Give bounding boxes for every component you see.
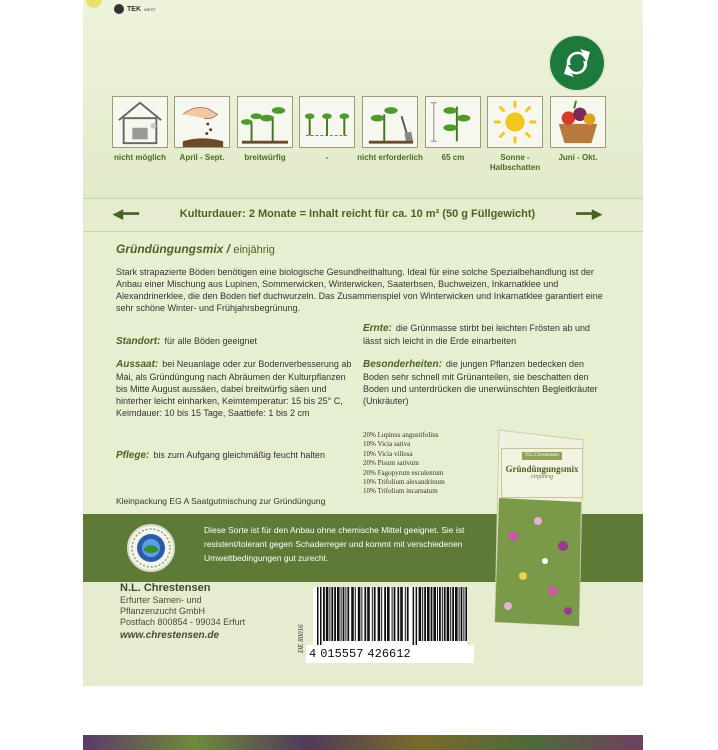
barcode-bar [465, 587, 467, 641]
barcode-bar [381, 587, 382, 641]
icon-label-sowing-method: breitwürfig [244, 153, 286, 162]
company-postbox: Postfach 800854 - 99034 Erfurt [120, 617, 246, 627]
tek-logo-icon [114, 4, 124, 14]
aussaat-label: Aussaat: [116, 359, 159, 370]
seedling-spacing-icon [299, 96, 355, 148]
barcode-bar [326, 587, 329, 641]
barcode-bar [387, 587, 390, 641]
barcode-bar [355, 587, 356, 641]
barcode-bar [394, 587, 396, 641]
besonderheiten-section [363, 358, 608, 407]
barcode-bar [419, 587, 422, 641]
tek-logo [114, 4, 156, 14]
mix-item: 20% Pisum sativum [363, 459, 420, 468]
icon-label-spacing: - [325, 153, 329, 162]
barcode-bar [447, 587, 450, 641]
barcode-bar [442, 587, 443, 641]
barcode-bar [407, 587, 409, 641]
barcode-bar [422, 587, 423, 641]
recycling-icon [549, 35, 605, 91]
barcode-bar [317, 587, 319, 647]
company-website[interactable]: www.chrestensen.de [120, 630, 220, 641]
barcode-bar [351, 587, 354, 641]
barcode-bar [358, 587, 361, 641]
barcode-bar [424, 587, 426, 641]
barcode-bar [437, 587, 438, 641]
house-sowing-icon [112, 96, 168, 148]
duration-info [113, 203, 602, 225]
plant-height-icon [425, 96, 481, 148]
mix-item: 20% Lupinus angustifolius [363, 431, 439, 439]
ernte-section [363, 322, 603, 347]
icon-label-sowing-indoor: nicht möglich [114, 153, 166, 162]
besonderheiten-text: die jungen Pflanzen bedecken den Boden sehr schnell mit Grünanteilen, sie beschatten den Boden und unterdrücken die unerwünschten Begleitkräuter (Unkräuter) [363, 359, 598, 406]
packet-subtitle: einjährig [531, 474, 553, 480]
tek-logo-sub: WEST [144, 6, 156, 12]
pflege-section [116, 449, 356, 462]
icon-label-transplant: nicht erforderlich [357, 153, 423, 162]
barcode-bar [405, 587, 406, 641]
standort-text: für alle Böden geeignet [164, 336, 258, 346]
seed-mix-list [363, 431, 445, 497]
barcode-bar [392, 587, 393, 641]
barcode-bar [364, 587, 366, 641]
arrow-right-icon: ━━▶ [576, 206, 602, 221]
packet-name: Gründüngungsmix [505, 464, 579, 474]
barcode-bar [367, 587, 370, 641]
standort-label: Standort: [116, 336, 161, 347]
article-number: DE 80016 [297, 624, 305, 653]
barcode-bar [384, 587, 386, 641]
barcode-bar [450, 587, 451, 641]
duration-text: Kulturdauer: 2 Monate = Inhalt reicht für ca. 10 m² (50 g Füllgewicht) [179, 208, 536, 220]
barcode-group-right: 426612 [367, 647, 411, 661]
barcode-bar [341, 587, 342, 641]
packet-label [501, 448, 583, 498]
barcode-bar [400, 587, 403, 641]
barcode-bar [329, 587, 330, 641]
sun-icon [487, 96, 543, 148]
barcode-bar [320, 587, 322, 647]
pflege-text: bis zum Aufgang gleichmäßig feucht halten [153, 450, 325, 460]
barcode-bar [323, 587, 325, 641]
company-line1: Erfurter Samen- und [120, 595, 202, 605]
shovel-transplant-icon [362, 96, 418, 148]
small-package-note: Kleinpackung EG A Saatgutmischung zur Gründüngung [116, 496, 326, 506]
barcode-bar [361, 587, 362, 641]
barcode-bar [455, 587, 458, 641]
barcode-bar [452, 587, 454, 641]
arrow-left-icon: ◀━━ [113, 206, 139, 221]
barcode-number [306, 645, 474, 663]
barcode-bar [374, 587, 376, 641]
barcode-bar [463, 587, 464, 641]
hand-sowing-icon [174, 96, 230, 148]
tek-logo-text: TEK [127, 5, 141, 13]
packet-brand: N.L.Chrestensen [522, 452, 562, 460]
standort-section [116, 335, 348, 348]
broadcast-seedlings-icon [237, 96, 293, 148]
barcode-bar [378, 587, 381, 641]
barcode-bar [331, 587, 333, 641]
mix-item: 10% Vicia sativa [363, 440, 411, 449]
icon-label-sowing-period: April - Sept. [179, 153, 225, 162]
harvest-basket-icon [550, 96, 606, 148]
barcode-bar [416, 587, 418, 647]
barcode-bar [337, 587, 340, 641]
ernte-text: die Grünmasse stirbt bei leichten Frösten ab und lässt sich leicht in die Erde einarbeiten [363, 323, 591, 346]
product-name: Gründüngungsmix [116, 242, 224, 256]
barcode-bar [347, 587, 349, 641]
barcode-bar [444, 587, 446, 641]
barcode-bar [413, 587, 415, 647]
product-subtitle: einjährig [233, 244, 275, 256]
barcode-bar [343, 587, 345, 641]
flower-photo-strip [83, 735, 643, 750]
product-title: Gründüngungsmix / einjährig [116, 242, 275, 256]
barcode-bar [431, 587, 433, 641]
mix-item: 10% Trifolium alexandrinum [363, 478, 445, 487]
icon-label-location: Sonne - Halbschatten [489, 153, 541, 172]
pflege-label: Pflege: [116, 450, 150, 461]
barcode-bar [433, 587, 436, 641]
company-address [120, 582, 245, 641]
company-line2: Pflanzenzucht GmbH [120, 606, 206, 616]
barcode-bar [334, 587, 336, 641]
aussaat-section [116, 358, 356, 419]
barcode-bar [427, 587, 430, 641]
organic-seal-icon [127, 524, 175, 572]
mix-item: 10% Trifolium incarnatum [363, 487, 438, 496]
aussaat-text: bei Neuanlage oder zur Bodenverbesserung ab Mai, als Gründüngung nach Abräumen der Kulturpflanzen bis Mitte August aussäen, dabei breitwürfig säen und hinterher leicht einharken, Keimtemperatur: 15 bis 25° C, Keimdauer: 10 bis 15 Tage, Saattiefe: 1 bis 2 cm [116, 359, 352, 418]
barcode-bar [439, 587, 441, 641]
ernte-label: Ernte: [363, 323, 392, 334]
barcode-bar [397, 587, 399, 641]
besonderheiten-label: Besonderheiten: [363, 359, 442, 370]
barcode-bar [345, 587, 346, 641]
product-intro: Stark strapazierte Böden benötigen eine biologische Gesundheithaltung. Ideal für eine solche Spezialbehandlung ist der Anbau einer Mischung aus Lupinen, Sommerwicken, Winterwicken, Saaterbsen, Buchweizen, Inkarnatklee und Alexandrinerklee, die den Boden tief duchwurzeln. Das Zusammenspiel von Winterwicken und Inkarnatklee garantiert eine sehr schöne Winter- und Frühjahrsbegrünung. [116, 267, 603, 313]
barcode-bar [459, 587, 460, 641]
organic-note: Diese Sorte ist für den Anbau ohne chemische Mittel geeignet. Sie ist resistent/tolerant gegen Schaderreger und kommt mit verschiedenen Umweltbedingungen gut zurecht. [204, 525, 465, 563]
icon-label-harvest: Juni - Okt. [558, 153, 598, 162]
barcode-bar [461, 587, 463, 641]
company-name: N.L. Chrestensen [120, 582, 211, 594]
packet-photo [493, 426, 587, 637]
icon-label-height: 65 cm [441, 153, 465, 162]
mix-item: 20% Fagopyrum esculentum [363, 468, 444, 477]
barcode-bars [313, 587, 467, 647]
barcode-bar [372, 587, 373, 641]
barcode-group-left: 015557 [320, 647, 364, 661]
mix-item: 10% Vicia villosa [363, 449, 413, 458]
barcode-first-digit: 4 [309, 647, 317, 661]
